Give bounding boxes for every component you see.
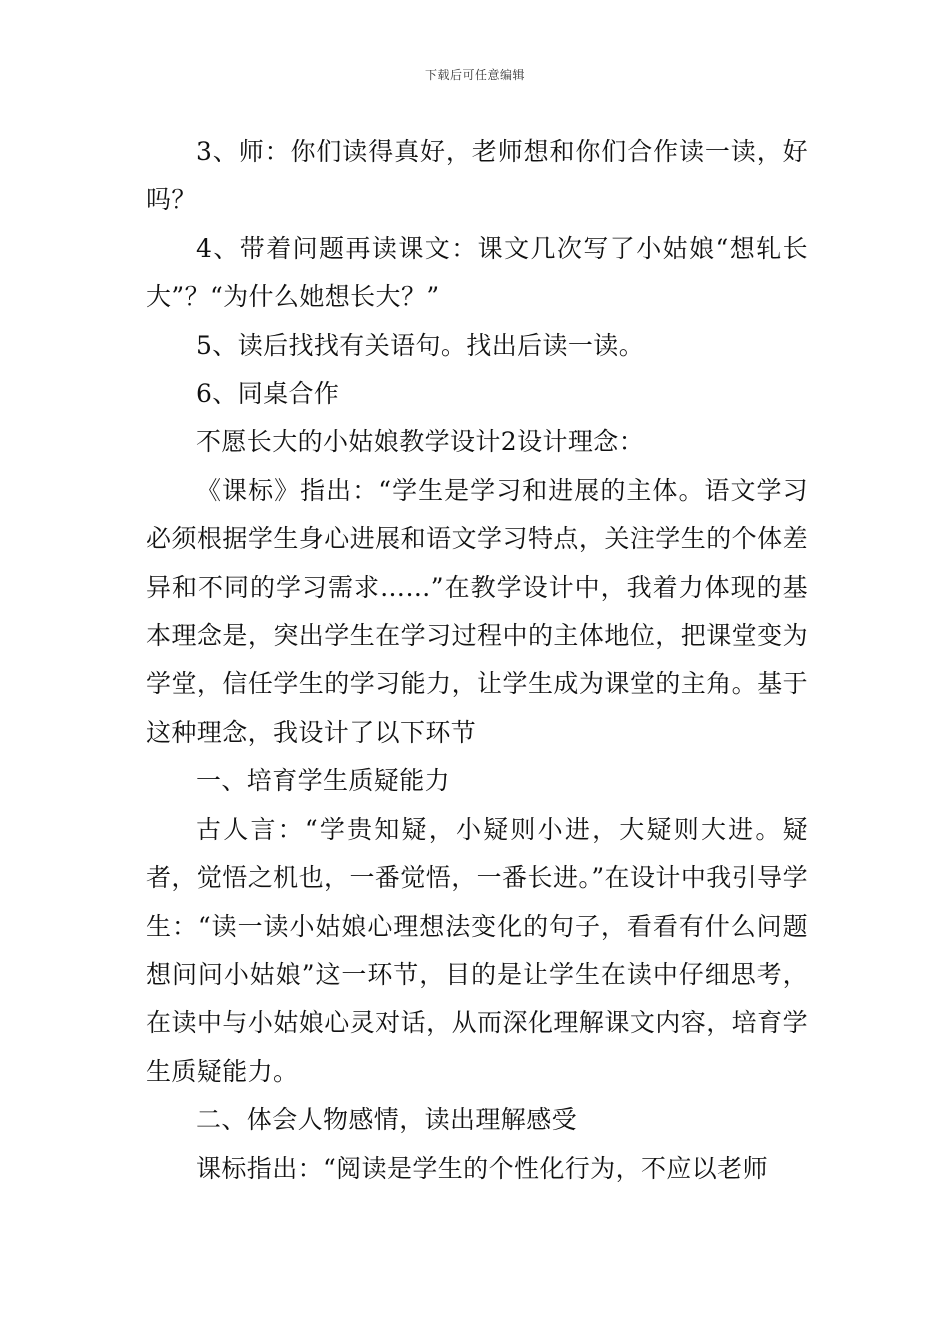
page-header: 下载后可任意编辑 [424,68,525,82]
paragraph-step-5: 5、读后找找有关语句。找出后读一读。 [196,330,645,360]
section-heading-design-2: 不愿长大的小姑娘教学设计2设计理念： [196,427,645,457]
paragraph-reading-standard: 课标指出：“阅读是学生的个性化行为，不应以老师 [196,1153,768,1183]
paragraph-curriculum-standard: 《课标》指出：“学生是学习和进展的主体。语文学习必须根据学生身心进展和语文学习特点，关注学生的个体差异和不同的学习需求……”在教学设计中，我着力体现的基本理念是，突出学生在学习过程中的主体地位，把课堂变为学堂，信任学生的学习能力，让学生成为课堂的主角。基于这种理念，我设计了以下环节 [146,475,808,747]
paragraph-step-4: 4、带着问题再读课文：课文几次写了小姑娘“想轧长大”？“为什么她想长大？” [146,233,808,312]
paragraph-step-3: 3、师：你们读得真好，老师想和你们合作读一读，好吗？ [146,137,808,215]
paragraph-step-6: 6、同桌合作 [196,379,340,409]
document-body [146,128,808,1193]
paragraph-ancient-saying: 古人言：“学贵知疑，小疑则小进，大疑则大进。疑者，觉悟之机也，一番觉悟，一番长进。”在设计中我引导学生：“读一读小姑娘心理想法变化的句子，看看有什么问题想问问小姑娘”这一环节，目的是让学生在读中仔细思考，在读中与小姑娘心灵对话，从而深化理解课文内容，培育学生质疑能力。 [146,814,808,1086]
section-heading-two: 二、体会人物感情，读出理解感受 [196,1105,578,1135]
section-heading-one: 一、培育学生质疑能力 [196,766,451,796]
